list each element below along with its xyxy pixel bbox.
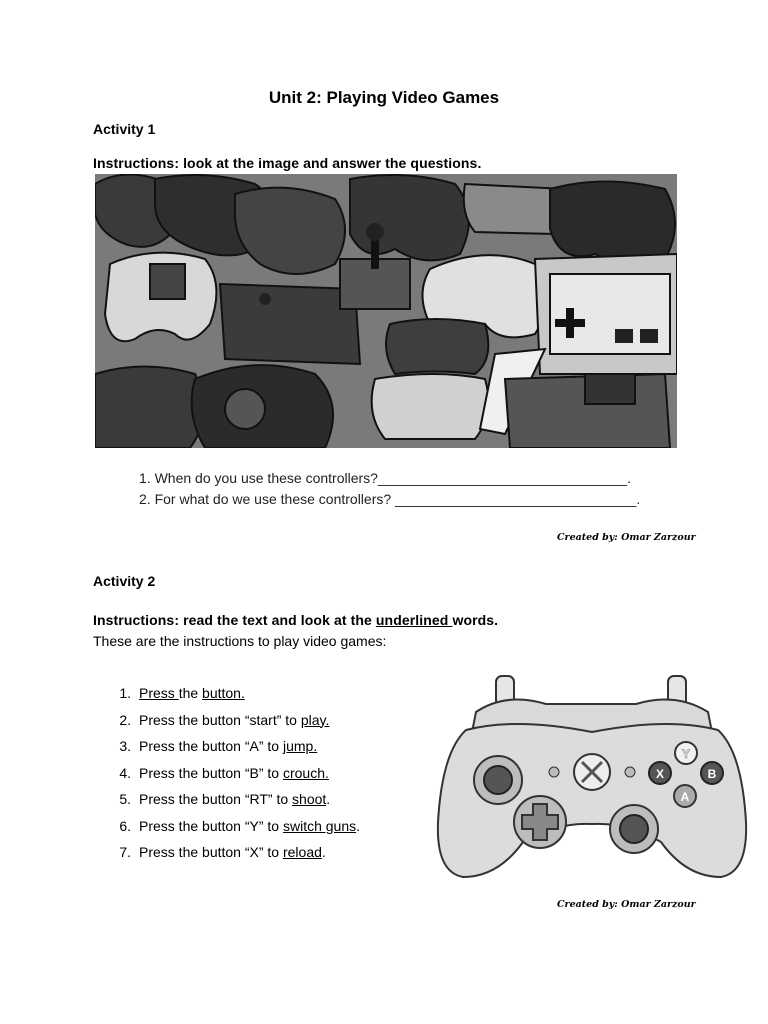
step-number: 7. — [119, 844, 131, 860]
button-y-label: Y — [681, 747, 691, 761]
underlined-word: jump. — [282, 738, 318, 754]
underlined-word: Press — [139, 685, 179, 701]
step-text — [139, 817, 360, 844]
activity1-heading: Activity 1 — [93, 121, 156, 137]
question-2-text: For what do we use these controllers? _______________________________. — [154, 491, 641, 507]
question-2-number: 2. — [139, 491, 151, 507]
step-2 — [93, 711, 360, 738]
button-b — [701, 762, 723, 784]
step-text-part: Press the button “RT” to — [139, 791, 293, 807]
step-text-part: . — [356, 817, 361, 834]
instructions-underlined: underlined — [375, 612, 453, 628]
button-y — [675, 742, 697, 764]
underlined-word: shoot — [292, 791, 327, 807]
step-text-part: Press the button “Y” to — [139, 817, 283, 834]
step-text — [139, 737, 317, 764]
credit-activity1: Created by: Omar Zarzour — [557, 532, 696, 543]
step-text-part: Press the button “X” to — [139, 844, 283, 860]
step-text-part: Press the button “start” to — [139, 711, 301, 728]
step-6 — [93, 817, 360, 844]
button-x — [649, 762, 671, 784]
step-text — [139, 764, 329, 791]
underlined-word: button. — [202, 685, 245, 701]
question-2 — [139, 491, 640, 507]
underlined-word: crouch. — [282, 764, 329, 781]
step-text-part: Press the button “A” to — [139, 738, 283, 754]
step-text — [139, 843, 326, 870]
step-3 — [93, 737, 360, 764]
question-1 — [139, 470, 631, 486]
underlined-word: switch guns — [282, 817, 357, 834]
step-number: 1. — [119, 685, 131, 701]
xbox-controller-image — [436, 672, 748, 880]
button-x-label: X — [655, 767, 665, 781]
step-text — [139, 684, 245, 711]
step-number: 4. — [119, 764, 131, 781]
question-1-text: When do you use these controllers?________________________________. — [154, 470, 631, 486]
step-5 — [93, 790, 360, 817]
activity2-heading: Activity 2 — [93, 573, 156, 589]
activity2-instructions — [93, 612, 498, 628]
question-1-number: 1. — [139, 470, 151, 486]
game-controllers-collage — [95, 174, 677, 448]
activity2-intro: These are the instructions to play video games: — [93, 633, 387, 649]
button-a — [674, 785, 696, 807]
step-7 — [93, 843, 360, 870]
button-b-label: B — [707, 767, 717, 781]
step-text-part: . — [326, 791, 331, 807]
step-text — [139, 711, 329, 738]
step-text — [139, 790, 330, 817]
activity1-instructions: Instructions: look at the image and answer the questions. — [93, 155, 482, 171]
button-a-label: A — [680, 790, 690, 804]
credit-activity2: Created by: Omar Zarzour — [557, 899, 696, 910]
step-4 — [93, 764, 360, 791]
step-number: 3. — [119, 738, 131, 754]
step-number: 5. — [119, 791, 131, 807]
step-text-part: the — [178, 685, 203, 701]
step-1 — [93, 684, 360, 711]
instructions-suffix: words. — [452, 612, 499, 628]
steps-list — [93, 684, 360, 870]
step-text-part: Press the button “B” to — [139, 764, 283, 781]
page-title: Unit 2: Playing Video Games — [268, 88, 500, 107]
instructions-prefix: Instructions: read the text and look at the — [93, 612, 376, 628]
step-number: 2. — [119, 711, 131, 728]
underlined-word: play. — [300, 711, 330, 728]
underlined-word: reload — [282, 844, 322, 860]
step-number: 6. — [119, 817, 131, 834]
step-text-part: . — [321, 844, 326, 860]
